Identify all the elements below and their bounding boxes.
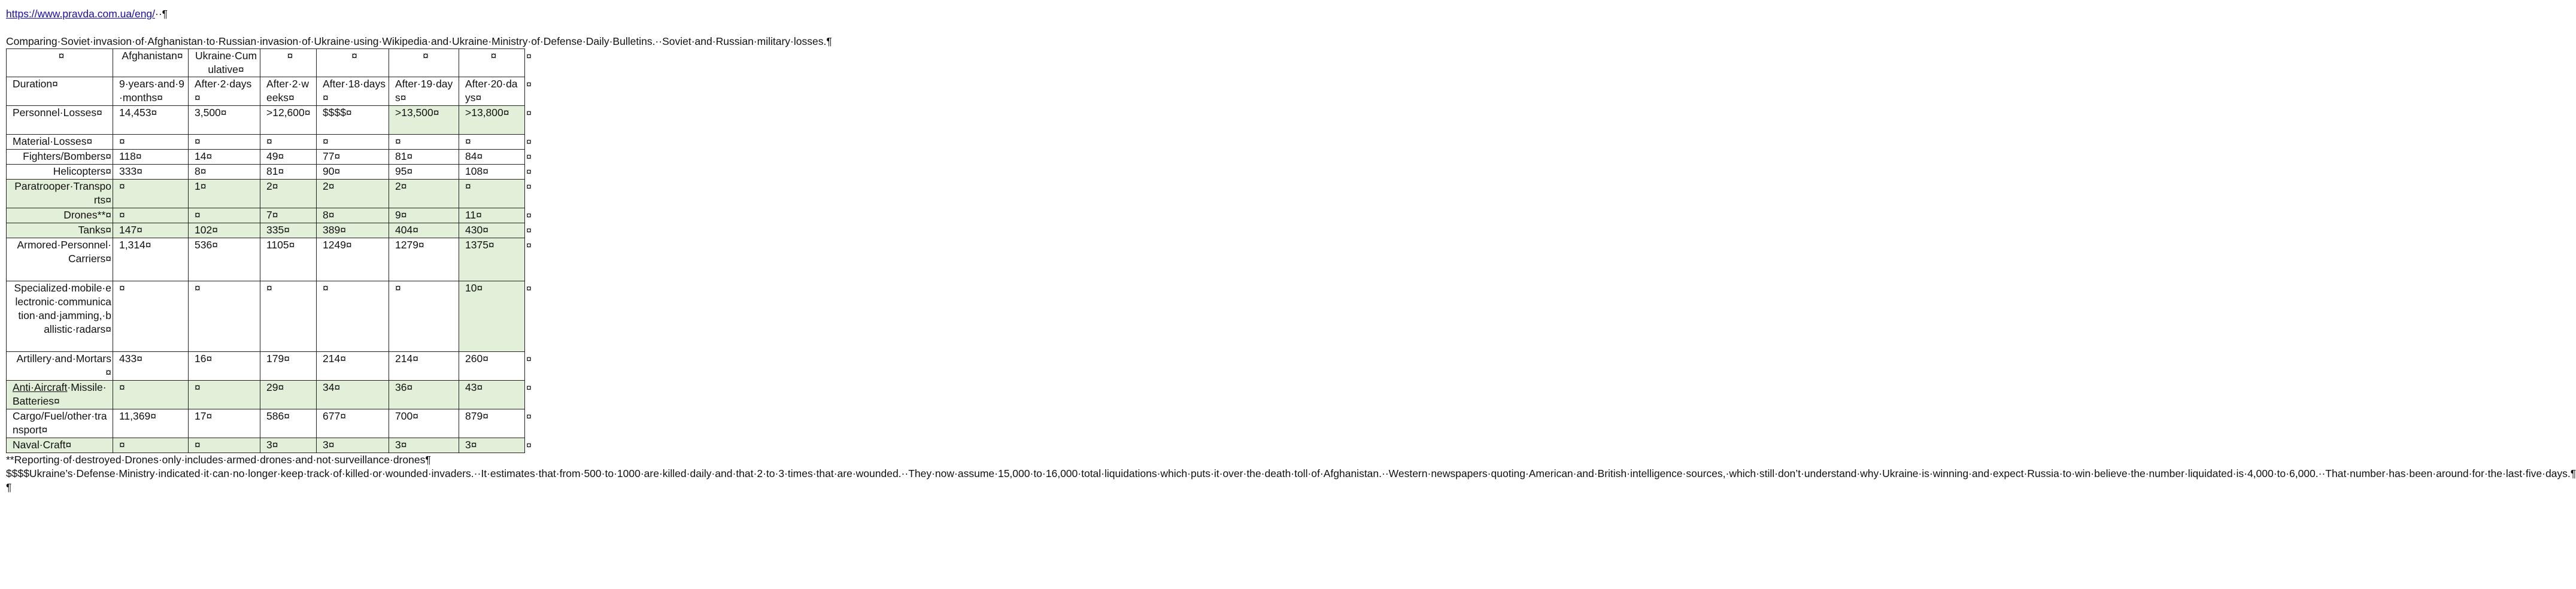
cell: 260¤ [459, 352, 525, 381]
cell: 586¤ [260, 409, 317, 438]
row-helicopters [7, 165, 525, 180]
cell: 16¤ [189, 352, 260, 381]
cell: 404¤ [389, 223, 459, 238]
cell: 3,500¤ [189, 106, 260, 135]
cell: 81¤ [389, 150, 459, 165]
row-end-mark: ¤ [526, 441, 532, 451]
cell: 1¤ [189, 180, 260, 208]
cell: 95¤ [389, 165, 459, 180]
cell: 333¤ [113, 165, 189, 180]
cell: >13,500¤ [389, 106, 459, 135]
table-header-row [7, 49, 525, 77]
cell: 179¤ [260, 352, 317, 381]
cell: 77¤ [317, 150, 389, 165]
cell: 147¤ [113, 223, 189, 238]
cell: 8¤ [189, 165, 260, 180]
cell: 49¤ [260, 150, 317, 165]
row-end-mark: ¤ [526, 284, 532, 294]
cell: 7¤ [260, 208, 317, 223]
row-end-mark: ¤ [526, 211, 532, 221]
row-artillery-mortars [7, 352, 525, 381]
row-label: Duration¤ [7, 77, 113, 106]
cell: >13,800¤ [459, 106, 525, 135]
cell: 118¤ [113, 150, 189, 165]
cell: ¤ [113, 438, 189, 453]
cell: 2¤ [260, 180, 317, 208]
end-paragraph-mark: ¶ [6, 481, 12, 493]
cell: 1375¤ [459, 238, 525, 281]
row-fighters-bombers [7, 150, 525, 165]
header-cell-blank: ¤ [7, 49, 113, 77]
losses-table [6, 48, 525, 453]
cell: 102¤ [189, 223, 260, 238]
cell: 3¤ [389, 438, 459, 453]
cell: 3¤ [260, 438, 317, 453]
cell: 9·years·and·9·months¤ [113, 77, 189, 106]
row-end-mark: ¤ [526, 108, 532, 119]
cell: ¤ [459, 180, 525, 208]
row-specialized-radars [7, 281, 525, 352]
row-label: Tanks¤ [7, 223, 113, 238]
cell: 389¤ [317, 223, 389, 238]
cell: 17¤ [189, 409, 260, 438]
cell: ¤ [113, 180, 189, 208]
cell: 8¤ [317, 208, 389, 223]
cell: 36¤ [389, 381, 459, 409]
cell: 84¤ [459, 150, 525, 165]
row-label [7, 381, 113, 409]
row-end-mark: ¤ [526, 241, 532, 251]
cell: ¤ [317, 281, 389, 352]
cell: After·20·days¤ [459, 77, 525, 106]
cell: ¤ [189, 381, 260, 409]
cell: 34¤ [317, 381, 389, 409]
cell: ¤ [113, 208, 189, 223]
cell: 14¤ [189, 150, 260, 165]
cell: 14,453¤ [113, 106, 189, 135]
header-cell-afghanistan: Afghanistan¤ [113, 49, 189, 77]
source-link[interactable]: https://www.pravda.com.ua/eng/ [6, 8, 156, 20]
cell: 108¤ [459, 165, 525, 180]
cell: 2¤ [317, 180, 389, 208]
header-cell-ukraine: Ukraine·Cumulative¤ [189, 49, 260, 77]
cell: 430¤ [459, 223, 525, 238]
cell: 433¤ [113, 352, 189, 381]
row-end-mark: ¤ [526, 80, 532, 90]
footnote-personnel: $$$$Ukraine’s·Defense·Ministry·indicated·it·can·no·longer·keep·track·of·killed·or·wounded·invaders.··It·estimates·that·from·500·to·1000·are·killed·daily·and·that·2·to·3·times·that·are·wounded.··They·now·assume·15,000·to·16,000·total·liquidations·which·puts·it·over·the·death·toll·of·Afghanistan.··Western·newspapers·quoting·American·and·British·intelligence·sources,·which·still·don’t·understand·why·Ukraine·is·winning·and·expect·Russia·to·win·believe·the·number·liquidated·is·4,000·to·6,000.··That·number·has·been·around·for·the·last·five·days.¶ [6, 467, 2576, 479]
cell: 214¤ [317, 352, 389, 381]
blank-line [6, 21, 539, 35]
row-label: Personnel·Losses¤ [7, 106, 113, 135]
cell: 90¤ [317, 165, 389, 180]
anti-aircraft-label-rest: ·Missile·Batteries¤ [13, 381, 107, 407]
header-cell: ¤ [389, 49, 459, 77]
cell: ¤ [260, 281, 317, 352]
cell: After·2·days¤ [189, 77, 260, 106]
cell: 677¤ [317, 409, 389, 438]
row-end-mark: ¤ [526, 137, 532, 147]
row-end-mark: ¤ [526, 354, 532, 365]
cell: ¤ [113, 135, 189, 150]
row-tanks [7, 223, 525, 238]
row-label: Fighters/Bombers¤ [7, 150, 113, 165]
row-end-mark: ¤ [526, 167, 532, 177]
cell: 879¤ [459, 409, 525, 438]
row-naval-craft [7, 438, 525, 453]
cell: After·2·weeks¤ [260, 77, 317, 106]
cell: 700¤ [389, 409, 459, 438]
footnote-drones: **Reporting·of·destroyed·Drones·only·includes·armed·drones·and·not·surveillance·drones¶ [6, 454, 431, 466]
cell: 10¤ [459, 281, 525, 352]
cell: ¤ [189, 208, 260, 223]
row-end-mark: ¤ [526, 383, 532, 393]
cell: 43¤ [459, 381, 525, 409]
table-wrapper [6, 48, 539, 453]
cell: 1249¤ [317, 238, 389, 281]
row-label: Material·Losses¤ [7, 135, 113, 150]
row-duration [7, 77, 525, 106]
cell: ¤ [189, 281, 260, 352]
row-material-losses [7, 135, 525, 150]
row-label: Specialized·mobile·electronic·communication·and·jamming,·ballistic·radars¤ [7, 281, 113, 352]
cell: 2¤ [389, 180, 459, 208]
row-label: Drones**¤ [7, 208, 113, 223]
row-anti-aircraft [7, 381, 525, 409]
source-link-line [6, 7, 539, 21]
row-drones [7, 208, 525, 223]
cell: ¤ [113, 381, 189, 409]
cell: 536¤ [189, 238, 260, 281]
link-suffix: ··¶ [155, 8, 168, 20]
header-cell: ¤ [459, 49, 525, 77]
row-armored-personnel-carriers [7, 238, 525, 281]
cell: 11¤ [459, 208, 525, 223]
row-label: Cargo/Fuel/other·transport¤ [7, 409, 113, 438]
row-label: Armored·Personnel·Carriers¤ [7, 238, 113, 281]
cell: ¤ [459, 135, 525, 150]
cell: ¤ [260, 135, 317, 150]
row-end-mark: ¤ [526, 152, 532, 162]
cell: 335¤ [260, 223, 317, 238]
anti-aircraft-label-underlined: Anti·Aircraft [13, 381, 68, 393]
cell: >12,600¤ [260, 106, 317, 135]
cell: 3¤ [459, 438, 525, 453]
row-paratrooper-transports [7, 180, 525, 208]
row-end-mark: ¤ [526, 51, 532, 62]
row-label: Helicopters¤ [7, 165, 113, 180]
cell: 81¤ [260, 165, 317, 180]
row-end-mark: ¤ [526, 182, 532, 192]
cell: 9¤ [389, 208, 459, 223]
cell: ¤ [389, 135, 459, 150]
cell: After·18·days¤ [317, 77, 389, 106]
cell: ¤ [189, 135, 260, 150]
intro-paragraph: Comparing·Soviet·invasion·of·Afghanistan·to·Russian·invasion·of·Ukraine·using·Wikipedia·and·Ukraine·Ministry·of·Defense·Daily·Bulletins.··Soviet·and·Russian·military·losses.¶ [6, 35, 832, 47]
cell: 11,369¤ [113, 409, 189, 438]
cell: 3¤ [317, 438, 389, 453]
cell: After·19·days¤ [389, 77, 459, 106]
row-cargo-fuel [7, 409, 525, 438]
cell: 1279¤ [389, 238, 459, 281]
row-label: Artillery·and·Mortars¤ [7, 352, 113, 381]
cell: ¤ [189, 438, 260, 453]
row-label: Naval·Craft¤ [7, 438, 113, 453]
cell: 214¤ [389, 352, 459, 381]
cell: ¤ [389, 281, 459, 352]
row-label: Paratrooper·Transports¤ [7, 180, 113, 208]
row-end-mark: ¤ [526, 412, 532, 422]
cell: 1,314¤ [113, 238, 189, 281]
cell: ¤ [317, 135, 389, 150]
row-personnel-losses [7, 106, 525, 135]
header-cell: ¤ [317, 49, 389, 77]
cell: $$$$¤ [317, 106, 389, 135]
header-cell: ¤ [260, 49, 317, 77]
row-end-mark: ¤ [526, 226, 532, 236]
cell: 29¤ [260, 381, 317, 409]
cell: ¤ [113, 281, 189, 352]
cell: 1105¤ [260, 238, 317, 281]
